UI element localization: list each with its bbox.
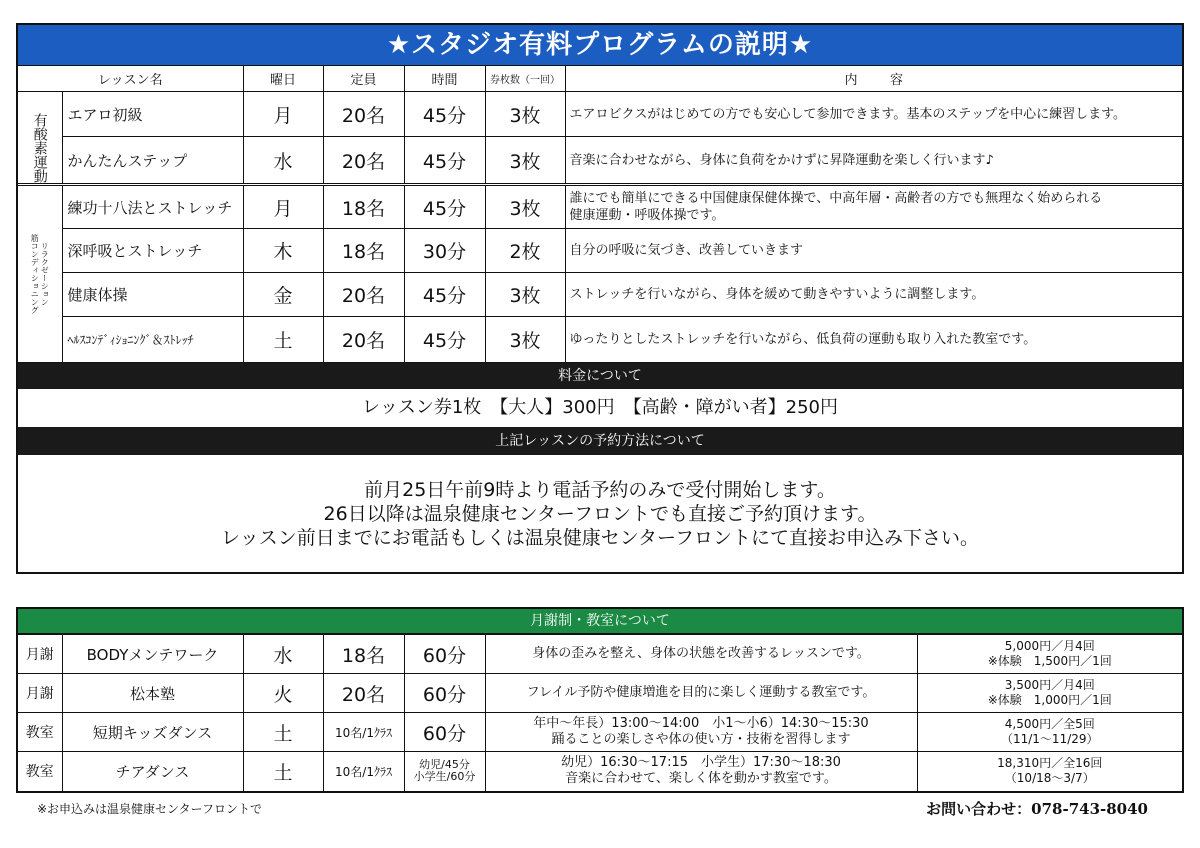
content-line: ゆったりとしたストレッチを行いながら、低負荷の運動も取り入れた教室です。 [569, 332, 1037, 347]
lesson-time: 45分 [404, 185, 485, 229]
class-time [404, 752, 485, 791]
lesson-content [565, 137, 1182, 185]
content-line: 幼児）16:30～17:15 小学生）17:30～18:30 [561, 755, 841, 771]
lesson-tickets: 3枚 [485, 137, 565, 185]
header-lesson: レッスン名 [18, 66, 243, 92]
studio-program-panel [16, 23, 1184, 574]
class-fee [917, 713, 1182, 752]
lesson-name: 深呼吸とストレッチ [62, 229, 243, 273]
table-row [18, 635, 1182, 674]
table-header-row [18, 66, 1182, 92]
monthly-heading: 月謝制・教室について [18, 609, 1182, 634]
content-line: 音楽に合わせながら、身体に負荷をかけずに昇降運動を楽しく行います♪ [569, 152, 994, 168]
class-name: 短期キッズダンス [62, 713, 243, 752]
fee-heading: 料金について [18, 363, 1182, 389]
content-line: 自分の呼吸に気づき、改善していきます [569, 243, 803, 258]
reservation-text [18, 455, 1182, 572]
fee-line: 18,310円／全16回 [997, 756, 1103, 771]
group-label-text: 有酸素運動 [31, 112, 48, 183]
lesson-tickets: 3枚 [485, 317, 565, 363]
lesson-capacity: 20名 [323, 92, 404, 137]
program-table [18, 66, 1182, 363]
fee-line: ※体験 1,500円／1回 [987, 654, 1112, 668]
lesson-time: 45分 [404, 317, 485, 363]
fee-line: 3,500円／月4回 [1004, 678, 1095, 692]
lesson-day: 木 [243, 229, 323, 273]
fee-text: レッスン券1枚 【大人】300円 【高齢・障がい者】250円 [362, 397, 838, 418]
lesson-tickets: 3枚 [485, 273, 565, 317]
content-line: 踊ることの楽しさや体の使い方・技術を習得します [551, 732, 851, 747]
lesson-time: 45分 [404, 92, 485, 137]
contact-phone: お問い合わせ：078-743-8040 [926, 800, 1148, 818]
fee-line: （11/1～11/29） [1000, 732, 1099, 746]
lesson-content [565, 273, 1182, 317]
lesson-day: 土 [243, 317, 323, 363]
header-capacity: 定員 [323, 66, 404, 92]
lesson-content [565, 317, 1182, 363]
content-line: 誰にでも簡単にできる中国健康保健体操で、中高年層・高齢者の方でも無理なく始められる [569, 191, 1103, 206]
table-row [18, 317, 1182, 363]
lesson-capacity: 20名 [323, 317, 404, 363]
lesson-content [565, 185, 1182, 229]
table-row [18, 713, 1182, 752]
class-name: BODYメンテワーク [62, 635, 243, 674]
fee-line: （10/18～3/7） [1004, 771, 1095, 786]
lesson-capacity: 18名 [323, 229, 404, 273]
lesson-name: エアロ初級 [62, 92, 243, 137]
table-row [18, 185, 1182, 229]
class-capacity: 20名 [323, 674, 404, 713]
lesson-time: 45分 [404, 273, 485, 317]
class-content [485, 713, 917, 752]
class-day: 火 [243, 674, 323, 713]
class-day: 土 [243, 713, 323, 752]
application-note: ※お申込みは温泉健康センターフロントで [37, 802, 262, 816]
class-type: 月謝 [18, 674, 62, 713]
group-label-conditioning [18, 185, 62, 363]
content-line: 音楽に合わせて、楽しく体を動かす教室です。 [565, 771, 837, 787]
group-label-line: 筋コンディショニング [30, 234, 40, 314]
table-row [18, 92, 1182, 137]
content-line: フレイル予防や健康増進を目的に楽しく運動する教室です。 [526, 685, 876, 700]
lesson-content [565, 229, 1182, 273]
group-label-line: リラクゼーション [40, 242, 50, 306]
content-line: 健康運動・呼吸体操です。 [569, 208, 725, 223]
time-line: 幼児/45分 [419, 758, 470, 772]
group-label-aerobic [18, 92, 62, 185]
table-row [18, 229, 1182, 273]
class-type: 教室 [18, 713, 62, 752]
content-line: ストレッチを行いながら、身体を緩めて動きやすいように調整します。 [569, 287, 985, 302]
class-content [485, 635, 917, 674]
content-line: 年中～年長）13:00～14:00 小1～小6）14:30～15:30 [533, 716, 869, 731]
class-fee [917, 635, 1182, 674]
content-line: エアロビクスがはじめての方でも安心して参加できます。基本のステップを中心に練習します。 [569, 106, 1127, 122]
class-name: チアダンス [62, 752, 243, 791]
lesson-time: 45分 [404, 137, 485, 185]
reservation-heading: 上記レッスンの予約方法について [18, 427, 1182, 455]
lesson-tickets: 3枚 [485, 185, 565, 229]
reservation-line: 26日以降は温泉健康センターフロントでも直接ご予約頂けます。 [323, 503, 877, 525]
fee-line: 4,500円／全5回 [1004, 717, 1095, 731]
lesson-tickets: 3枚 [485, 92, 565, 137]
page-title: ★スタジオ有料プログラムの説明★ [18, 25, 1182, 66]
fee-line: 5,000円／月4回 [1004, 639, 1095, 653]
class-name: 松本塾 [62, 674, 243, 713]
header-time: 時間 [404, 66, 485, 92]
class-day: 水 [243, 635, 323, 674]
lesson-name: 練功十八法とストレッチ [62, 185, 243, 229]
class-type: 教室 [18, 752, 62, 791]
class-capacity: 10名/1ｸﾗｽ [323, 713, 404, 752]
class-day: 土 [243, 752, 323, 791]
lesson-day: 水 [243, 137, 323, 185]
class-fee [917, 752, 1182, 791]
table-row [18, 137, 1182, 185]
time-line: 小学生/60分 [413, 770, 476, 784]
lesson-capacity: 18名 [323, 185, 404, 229]
table-row [18, 273, 1182, 317]
lesson-day: 月 [243, 185, 323, 229]
monthly-class-panel [16, 607, 1184, 793]
table-row [18, 752, 1182, 791]
class-capacity: 18名 [323, 635, 404, 674]
class-content [485, 752, 917, 791]
class-type: 月謝 [18, 635, 62, 674]
reservation-line: 前月25日午前9時より電話予約のみで受付開始します。 [364, 479, 836, 501]
reservation-line: レッスン前日までにお電話もしくは温泉健康センターフロントにて直接お申込み下さい。 [220, 527, 980, 549]
class-content [485, 674, 917, 713]
lesson-capacity: 20名 [323, 137, 404, 185]
class-time: 60分 [404, 635, 485, 674]
content-line: 身体の歪みを整え、身体の状態を改善するレッスンです。 [532, 646, 870, 661]
lesson-capacity: 20名 [323, 273, 404, 317]
lesson-content [565, 92, 1182, 137]
class-capacity: 10名/1ｸﾗｽ [323, 752, 404, 791]
lesson-name: かんたんステップ [62, 137, 243, 185]
lesson-tickets: 2枚 [485, 229, 565, 273]
group-label-text [18, 234, 62, 314]
lesson-day: 月 [243, 92, 323, 137]
header-tickets: 券枚数（一回） [485, 66, 565, 92]
fee-line: ※体験 1,000円／1回 [987, 693, 1112, 707]
class-time: 60分 [404, 674, 485, 713]
monthly-table [18, 634, 1182, 791]
header-day: 曜日 [243, 66, 323, 92]
lesson-day: 金 [243, 273, 323, 317]
lesson-time: 30分 [404, 229, 485, 273]
lesson-name: 健康体操 [62, 273, 243, 317]
class-time: 60分 [404, 713, 485, 752]
class-fee [917, 674, 1182, 713]
table-row [18, 674, 1182, 713]
lesson-name: ﾍﾙｽｺﾝﾃﾞｨｼｮﾆﾝｸﾞ＆ｽﾄﾚｯﾁ [62, 317, 243, 363]
header-content: 内容 [565, 66, 1182, 92]
